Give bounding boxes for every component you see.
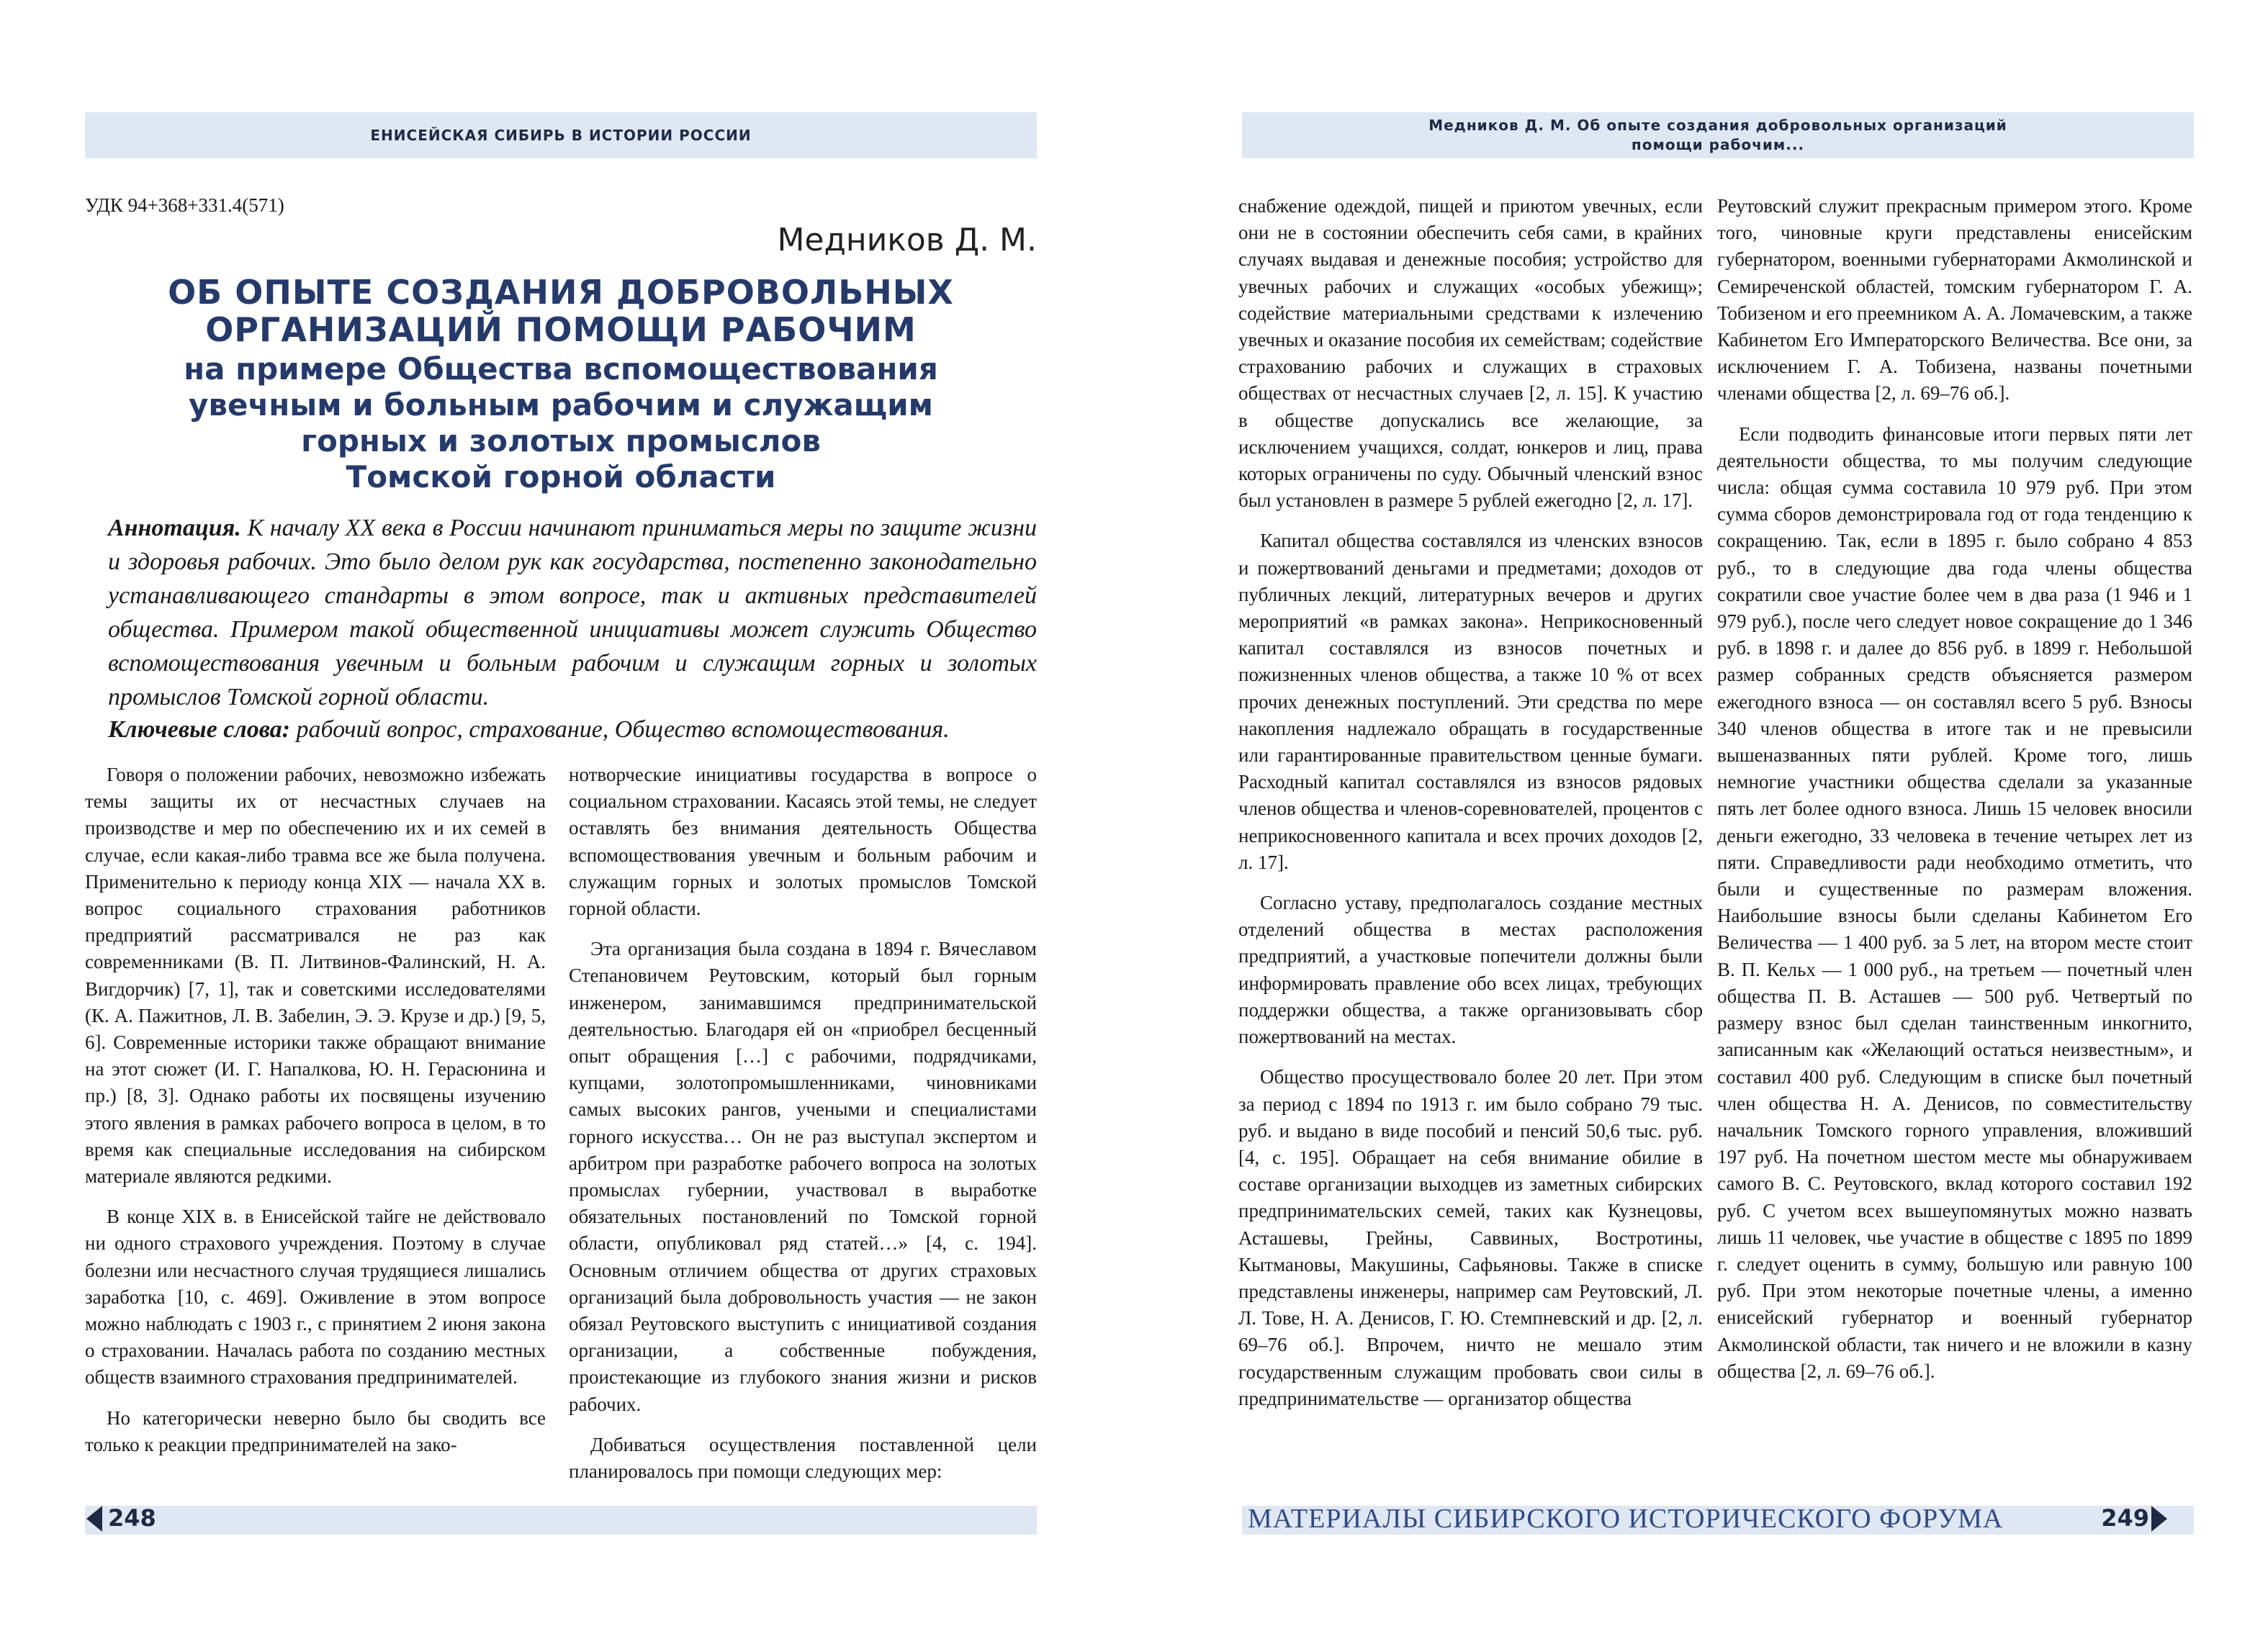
chevron-right-icon bbox=[2151, 1506, 2167, 1532]
keywords bbox=[108, 713, 1037, 746]
abstract-label: Аннотация. bbox=[108, 515, 241, 541]
abstract bbox=[108, 511, 1037, 714]
title-sub-line: горных и золотых промыслов bbox=[301, 423, 821, 459]
text-column-1 bbox=[85, 762, 546, 1472]
paragraph: Общество просуществовало более 20 лет. При этом за период с 1894 по 1913 г. им было собрано 79 тыс. руб. и выдано в виде пособий и пенсий 50,6 тыс. руб. [4, с. 195]. Обращает на себя внимание обилие в составе организации выходцев из заметных сибирских предпринимательских семей, таких как Кузнецовы, Асташевы, Грейны, Саввиных, Востротины, Кытмановы, Макушины, Сафьяновы. Также в списке представлены инженеры, например сам Реутовский, Л. Л. Тове, Н. А. Денисов, Г. Ю. Стемпневский и др. [2, л. 69–76 об.]. Впрочем, ничто не мешало этим государственным служащим пробовать свои силы в предпринимательстве — организатор общества bbox=[1238, 1066, 1703, 1409]
chevron-left-icon bbox=[86, 1506, 102, 1532]
text-column-2 bbox=[569, 762, 1037, 1499]
title-sub-line: увечным и больным рабочим и служащим bbox=[189, 387, 933, 423]
abstract-text: К началу XX века в России начинают приниматься меры по защите жизни и здоровья рабочих. Это было делом рук как государства, постепенно законодательно устанавливающего стандарты в этом вопросе, так и активных представителей общества. Примером такой общественной инициативы может служить Общество вспомоществования увечным и больным рабочим и служащим горных и золотых промыслов Томской горной области. bbox=[108, 515, 1037, 710]
paragraph-continued: Реутовский служит прекрасным примером этого. Кроме того, чиновные круги представлены енисейским губернатором, военными губернаторами Акмолинской и Семиреченской областей, томским губернатором Г. А. Тобизеном и его преемником А. А. Ломачевским, а также Кабинетом Его Императорского Величества. Все они, за исключением Г. А. Тобизена, названы почетными членами общества [2, л. 69–76 об.]. bbox=[1717, 195, 2192, 405]
title-main-line: ОБ ОПЫТЕ СОЗДАНИЯ ДОБРОВОЛЬНЫХ bbox=[168, 273, 954, 312]
running-header-left: ЕНИСЕЙСКАЯ СИБИРЬ В ИСТОРИИ РОССИИ bbox=[85, 112, 1037, 158]
paragraph: Если подводить финансовые итоги первых пяти лет деятельности общества, то мы получим следующие числа: общая сумма составила 10 979 руб. При этом сумма сборов демонстрировала год от года тенденцию к сокращению. Так, если в 1895 г. было собрано 4 853 руб., то в следующие два года члены общества сократили свое участие более чем в два раза (1 946 и 1 979 руб.), после чего следует новое сокращение до 1 346 руб. в 1898 г. и далее до 856 руб. в 1899 г. Небольшой размер собранных средств объясняется размером ежегодного взноса — он составлял всего 5 руб. Взносы 340 членов общества в итоге так и не превысили вышеназванных пяти рублей. Кроме того, лишь немногие участники общества сделали за указанные пять лет более одного взноса. Лишь 15 человек вносили деньги ежегодно, 33 человека в течение четырех лет из пяти. Справедливости ради необходимо отметить, что были и существенные по размерам вложения. Наибольшие взносы были сделаны Кабинетом Его Величества — 1 400 руб. за 5 лет, на втором месте стоит В. П. Кельх — 1 000 руб., на третьем — почетный член общества П. В. Асташев — 500 руб. Четвертый по размеру взнос был сделан таинственным инкогнито, записанным как «Желающий остаться неизвестным», и составил 400 руб. Следующим в списке был почетный член общества Н. А. Денисов, по совместительству начальник Томского горного управления, вложивший 197 руб. На почетном шестом месте мы обнаруживаем самого В. С. Реутовского, вклад которого составил 192 руб. С учетом всех вышеупомянутых можно назвать лишь 11 человек, чье участие в обществе с 1895 по 1899 г. следует оценить в сумму, большую или равную 100 руб. При этом некоторые почетные члены, а именно енисейский губернатор и военный губернатор Акмолинской области, так ничего и не вложили в казну общества [2, л. 69–76 об.]. bbox=[1717, 423, 2192, 1382]
keywords-text: рабочий вопрос, страхование, Общество вспомоществования. bbox=[290, 716, 950, 743]
title-sub-line: на примере Общества вспомоществования bbox=[184, 351, 938, 387]
paragraph-continued: снабжение одеждой, пищей и приютом увечных, если они не в состоянии обеспечить себя сами, в крайних случаях выдавая и денежные пособия; устройство для увечных рабочих и служащих «особых убежищ»; содействие материальными средствами к излечению увечных и оказание пособия их семействам; содействие страхованию рабочих и служащих в страховых обществах от несчастных случаев [2, л. 15]. К участию в обществе допускались все желающие, за исключением учащихся, солдат, юнкеров и лиц, права которых ограничены по суду. Обычный членский взнос был установлен в размере 5 рублей ежегодно [2, л. 17]. bbox=[1238, 195, 1703, 512]
page-number: 249 bbox=[2101, 1504, 2149, 1532]
journal-title: МАТЕРИАЛЫ СИБИРСКОГО ИСТОРИЧЕСКОГО ФОРУМА bbox=[1248, 1504, 2004, 1534]
article-title bbox=[85, 274, 1037, 495]
running-header-line: Медников Д. М. Об опыте создания добровольных организаций bbox=[1428, 117, 2007, 134]
paragraph: В конце XIX в. в Енисейской тайге не действовало ни одного страхового учреждения. Поэтому в случае болезни или несчастного случая трудящиеся лишались заработка [10, с. 469]. Оживление в этом вопросе можно наблюдать с 1903 г., с принятием 2 июня закона о страховании. Началась работа по созданию местных обществ взаимного страхования предпринимателей. bbox=[85, 1206, 546, 1388]
text-column-3 bbox=[1238, 193, 1703, 1426]
paragraph: Но категорически неверно было бы сводить все только к реакции предпринимателей на зако- bbox=[85, 1406, 546, 1455]
running-header-right bbox=[1242, 112, 2194, 158]
udk-code: УДК 94+368+331.4(571) bbox=[85, 194, 284, 216]
text-column-4 bbox=[1717, 193, 2192, 1399]
footer-band bbox=[85, 1506, 1037, 1535]
page-number: 248 bbox=[108, 1504, 156, 1532]
right-page bbox=[1134, 0, 2268, 1644]
paragraph: Говоря о положении рабочих, невозможно избежать темы защиты их от несчастных случаев на производстве и мер по обеспечению их и их семей в случае, если какая-либо травма все же была получена. Применительно к периоду конца XIX — начала XX в. вопрос социального страхования работников предприятий рассматривался не раз как современниками (В. П. Литвинов-Фалинский, Н. А. Вигдорчик) [7, 1], так и советскими исследователями (К. А. Пажитнов, Л. В. Забелин, Э. Э. Крузе и др.) [9, 5, 6]. Современные историки также обращают внимание на этот сюжет (И. Г. Напалкова, Ю. Н. Герасюнина и пр.) [8, 3]. Однако работы их посвящены изучению этого явления в рамках рабочего вопроса в целом, в то время как специальные исследования на сибирском материале являются редкими. bbox=[85, 764, 546, 1188]
paragraph: Добиваться осуществления поставленной цели планировалось при помощи следующих мер: bbox=[569, 1433, 1037, 1483]
running-header-line: помощи рабочим... bbox=[1631, 136, 1805, 153]
paragraph: Эта организация была создана в 1894 г. Вячеславом Степановичем Реутовским, который был горным инженером, занимавшимся предпринимательской деятельностью. Благодаря ей он «приобрел бесценный опыт обращения […] с рабочими, подрядчиками, купцами, золотопромышленниками, чиновниками самых высоких рангов, учеными и специалистами горного искусства… Он не раз выступал экспертом и арбитром при разработке рабочего вопроса на золотых промыслах губернии, участвовал в выработке обязательных постановлений по Томской горной области, опубликовал ряд статей…» [4, с. 194]. Основным отличием общества от других страховых организаций была добровольность участия — не закон обязал Реутовского выступить с инициативой создания организации, а собственные побуждения, проистекающие из глубокого знания жизни и рисков рабочих. bbox=[569, 938, 1037, 1415]
article-author: Медников Д. М. bbox=[777, 222, 1037, 258]
paragraph: Согласно уставу, предполагалось создание местных отделений общества в местах расположения предприятий, а участковые попечители должны были информировать правление обо всех лицах, требующих поддержки общества, а также организовывать сбор пожертвований на местах. bbox=[1238, 892, 1703, 1048]
keywords-label: Ключевые слова: bbox=[108, 716, 291, 743]
paragraph: Капитал общества составлялся из членских взносов и пожертвований деньгами и предметами; доходов от публичных лекций, литературных вечеров и других мероприятий «в рамках закона». Неприкосновенный капитал составлялся из взносов почетных и пожизненных членов общества, а также 10 % от всех прочих денежных поступлений. Эти средства по мере накопления надлежало обращать в государственные или гарантированные правительством ценные бумаги. Расходный капитал составлялся из взносов рядовых членов общества и членов-соревнователей, процентов с неприкосновенного капитала и всех прочих доходов [2, л. 17]. bbox=[1238, 530, 1703, 873]
title-sub-line: Томской горной области bbox=[346, 459, 776, 494]
paragraph-continued: нотворческие инициативы государства в вопросе о социальном страховании. Касаясь этой темы, не следует оставлять без внимания деятельность Общества вспомоществования увечным и больным рабочим и служащим горных и золотых промыслов Томской горной области. bbox=[569, 764, 1037, 920]
title-main-line: ОРГАНИЗАЦИЙ ПОМОЩИ РАБОЧИМ bbox=[205, 310, 917, 349]
